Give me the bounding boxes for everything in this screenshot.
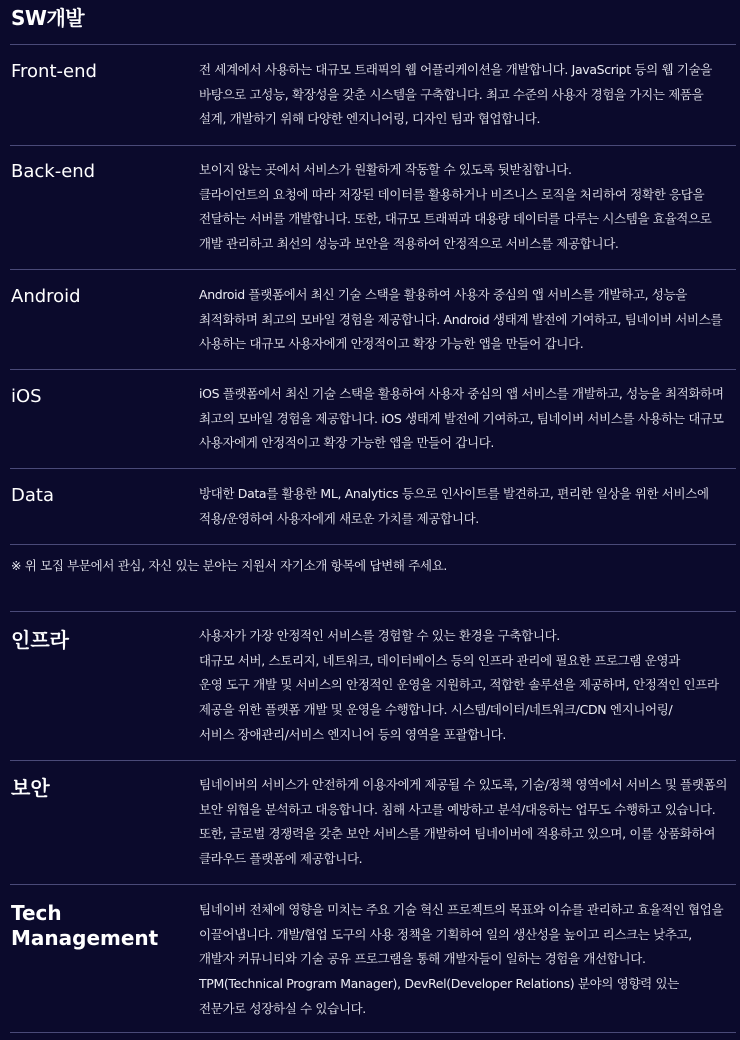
- desc-line: 바탕으로 고성능, 확장성을 갖춘 시스템을 구축합니다. 최고 수준의 사용자 경험을 가지는 제품을: [199, 86, 704, 102]
- category-desc-data: [199, 482, 734, 531]
- desc-line: 보안 위협을 분석하고 대응합니다. 침해 사고를 예방하고 분석/대응하는 업무도 수행하고 있습니다.: [199, 801, 716, 817]
- divider: [10, 44, 736, 45]
- category-title-ios: iOS: [11, 386, 42, 407]
- desc-line: 팀네이버 전체에 영향을 미치는 주요 기술 혁신 프로젝트의 목표와 이슈를 관리하고 효율적인 협업을: [199, 902, 724, 917]
- desc-line: 전달하는 서버를 개발합니다. 또한, 대규모 트래픽과 대용량 데이터를 다루는 시스템을 효율적으로: [199, 211, 712, 227]
- desc-line: 또한, 글로벌 경쟁력을 갖춘 보안 서비스를 개발하여 팀네이버에 적용하고 있으며, 이를 상품화하여: [199, 826, 716, 842]
- desc-line: 사용자에게 안정적이고 확장 가능한 앱을 만들어 갑니다.: [199, 435, 495, 451]
- desc-line: 방대한 Data를 활용한 ML, Analytics 등으로 인사이트를 발견하고, 편리한 일상을 위한 서비스에: [199, 486, 709, 501]
- desc-line: 최고의 모바일 경험을 제공합니다. iOS 생태계 발전에 기여하고, 팀네이버 서비스를 사용하는 대규모: [199, 410, 724, 426]
- desc-line: 보이지 않는 곳에서 서비스가 원활하게 작동할 수 있도록 뒷받침합니다.: [199, 162, 572, 177]
- desc-line: TPM(Technical Program Manager), DevRel(Developer Relations) 분야의 영향력 있는: [199, 976, 679, 992]
- category-desc-infra: [199, 624, 734, 748]
- desc-line: 전 세계에서 사용하는 대규모 트래픽의 웹 어플리케이션을 개발합니다. JavaScript 등의 웹 기술을: [199, 62, 713, 77]
- divider: [10, 468, 736, 469]
- desc-line: 대규모 서버, 스토리지, 네트워크, 데이터베이스 등의 인프라 관리에 필요한 프로그램 운영과: [199, 652, 680, 668]
- divider: [10, 611, 736, 612]
- desc-line: 사용하는 대규모 사용자에게 안정적이고 확장 가능한 앱을 만들어 갑니다.: [199, 336, 584, 352]
- divider: [10, 145, 736, 146]
- divider: [10, 760, 736, 761]
- divider: [10, 1032, 736, 1033]
- desc-line: Android 플랫폼에서 최신 기술 스택을 활용하여 사용자 중심의 앱 서비스를 개발하고, 성능을: [199, 287, 688, 302]
- desc-line: 적용/운영하여 사용자에게 새로운 가치를 제공합니다.: [199, 510, 479, 526]
- category-title-tech-management: Tech Management: [11, 901, 159, 950]
- desc-line: 전문가로 성장하실 수 있습니다.: [199, 1000, 366, 1016]
- desc-line: 제공을 위한 플랫폼 개발 및 운영을 수행합니다. 시스템/데이터/네트워크/CDN 엔지니어링/: [199, 702, 673, 718]
- category-title-frontend: Front-end: [11, 61, 97, 82]
- desc-line: 사용자가 가장 안정적인 서비스를 경험할 수 있는 환경을 구축합니다.: [199, 628, 560, 643]
- category-title-android: Android: [11, 286, 81, 307]
- divider: [10, 269, 736, 270]
- section-title-sw: SW개발: [11, 6, 85, 30]
- desc-line: 클라우드 플랫폼에 제공합니다.: [199, 851, 363, 867]
- application-note: ※ 위 모집 부문에서 관심, 자신 있는 분야는 지원서 자기소개 항목에 답변해 주세요.: [11, 558, 448, 573]
- desc-line: 이끌어냅니다. 개발/협업 도구의 사용 정책을 기획하여 일의 생산성을 높이고 리스크는 낮추고,: [199, 926, 692, 942]
- category-desc-tech-management: [199, 898, 734, 1022]
- category-desc-backend: [199, 158, 734, 257]
- divider: [10, 369, 736, 370]
- category-desc-android: [199, 283, 734, 357]
- desc-line: 운영 도구 개발 및 서비스의 안정적인 운영을 지원하고, 적합한 솔루션을 제공하며, 안정적인 인프라: [199, 677, 719, 693]
- category-desc-ios: [199, 382, 734, 456]
- category-title-backend: Back-end: [11, 161, 96, 182]
- desc-line: 개발 관리하고 최선의 성능과 보안을 적용하여 안정적으로 서비스를 제공합니다.: [199, 236, 619, 252]
- desc-line: 개발자 커뮤니티와 기술 공유 프로그램을 통해 개발자들이 일하는 경험을 개선합니다.: [199, 951, 646, 967]
- desc-line: 클라이언트의 요청에 따라 저장된 데이터를 활용하거나 비즈니스 로직을 처리하여 정확한 응답을: [199, 186, 705, 202]
- category-desc-frontend: [199, 58, 734, 132]
- category-title-security: 보안: [11, 776, 50, 800]
- category-title-data: Data: [11, 485, 54, 506]
- divider: [10, 884, 736, 885]
- desc-line: 팀네이버의 서비스가 안전하게 이용자에게 제공될 수 있도록, 기술/정책 영역에서 서비스 및 플랫폼의: [199, 777, 728, 792]
- category-title-infra: 인프라: [11, 628, 69, 652]
- category-desc-security: [199, 773, 734, 872]
- desc-line: 서비스 장애관리/서비스 엔지니어 등의 영역을 포괄합니다.: [199, 726, 507, 742]
- desc-line: 최적화하며 최고의 모바일 경험을 제공합니다. Android 생태계 발전에 기여하고, 팀네이버 서비스를: [199, 311, 723, 327]
- desc-line: 설계, 개발하기 위해 다양한 엔지니어링, 디자인 팀과 협업합니다.: [199, 111, 541, 127]
- desc-line: iOS 플랫폼에서 최신 기술 스택을 활용하여 사용자 중심의 앱 서비스를 개발하고, 성능을 최적화하며: [199, 386, 724, 401]
- divider: [10, 544, 736, 545]
